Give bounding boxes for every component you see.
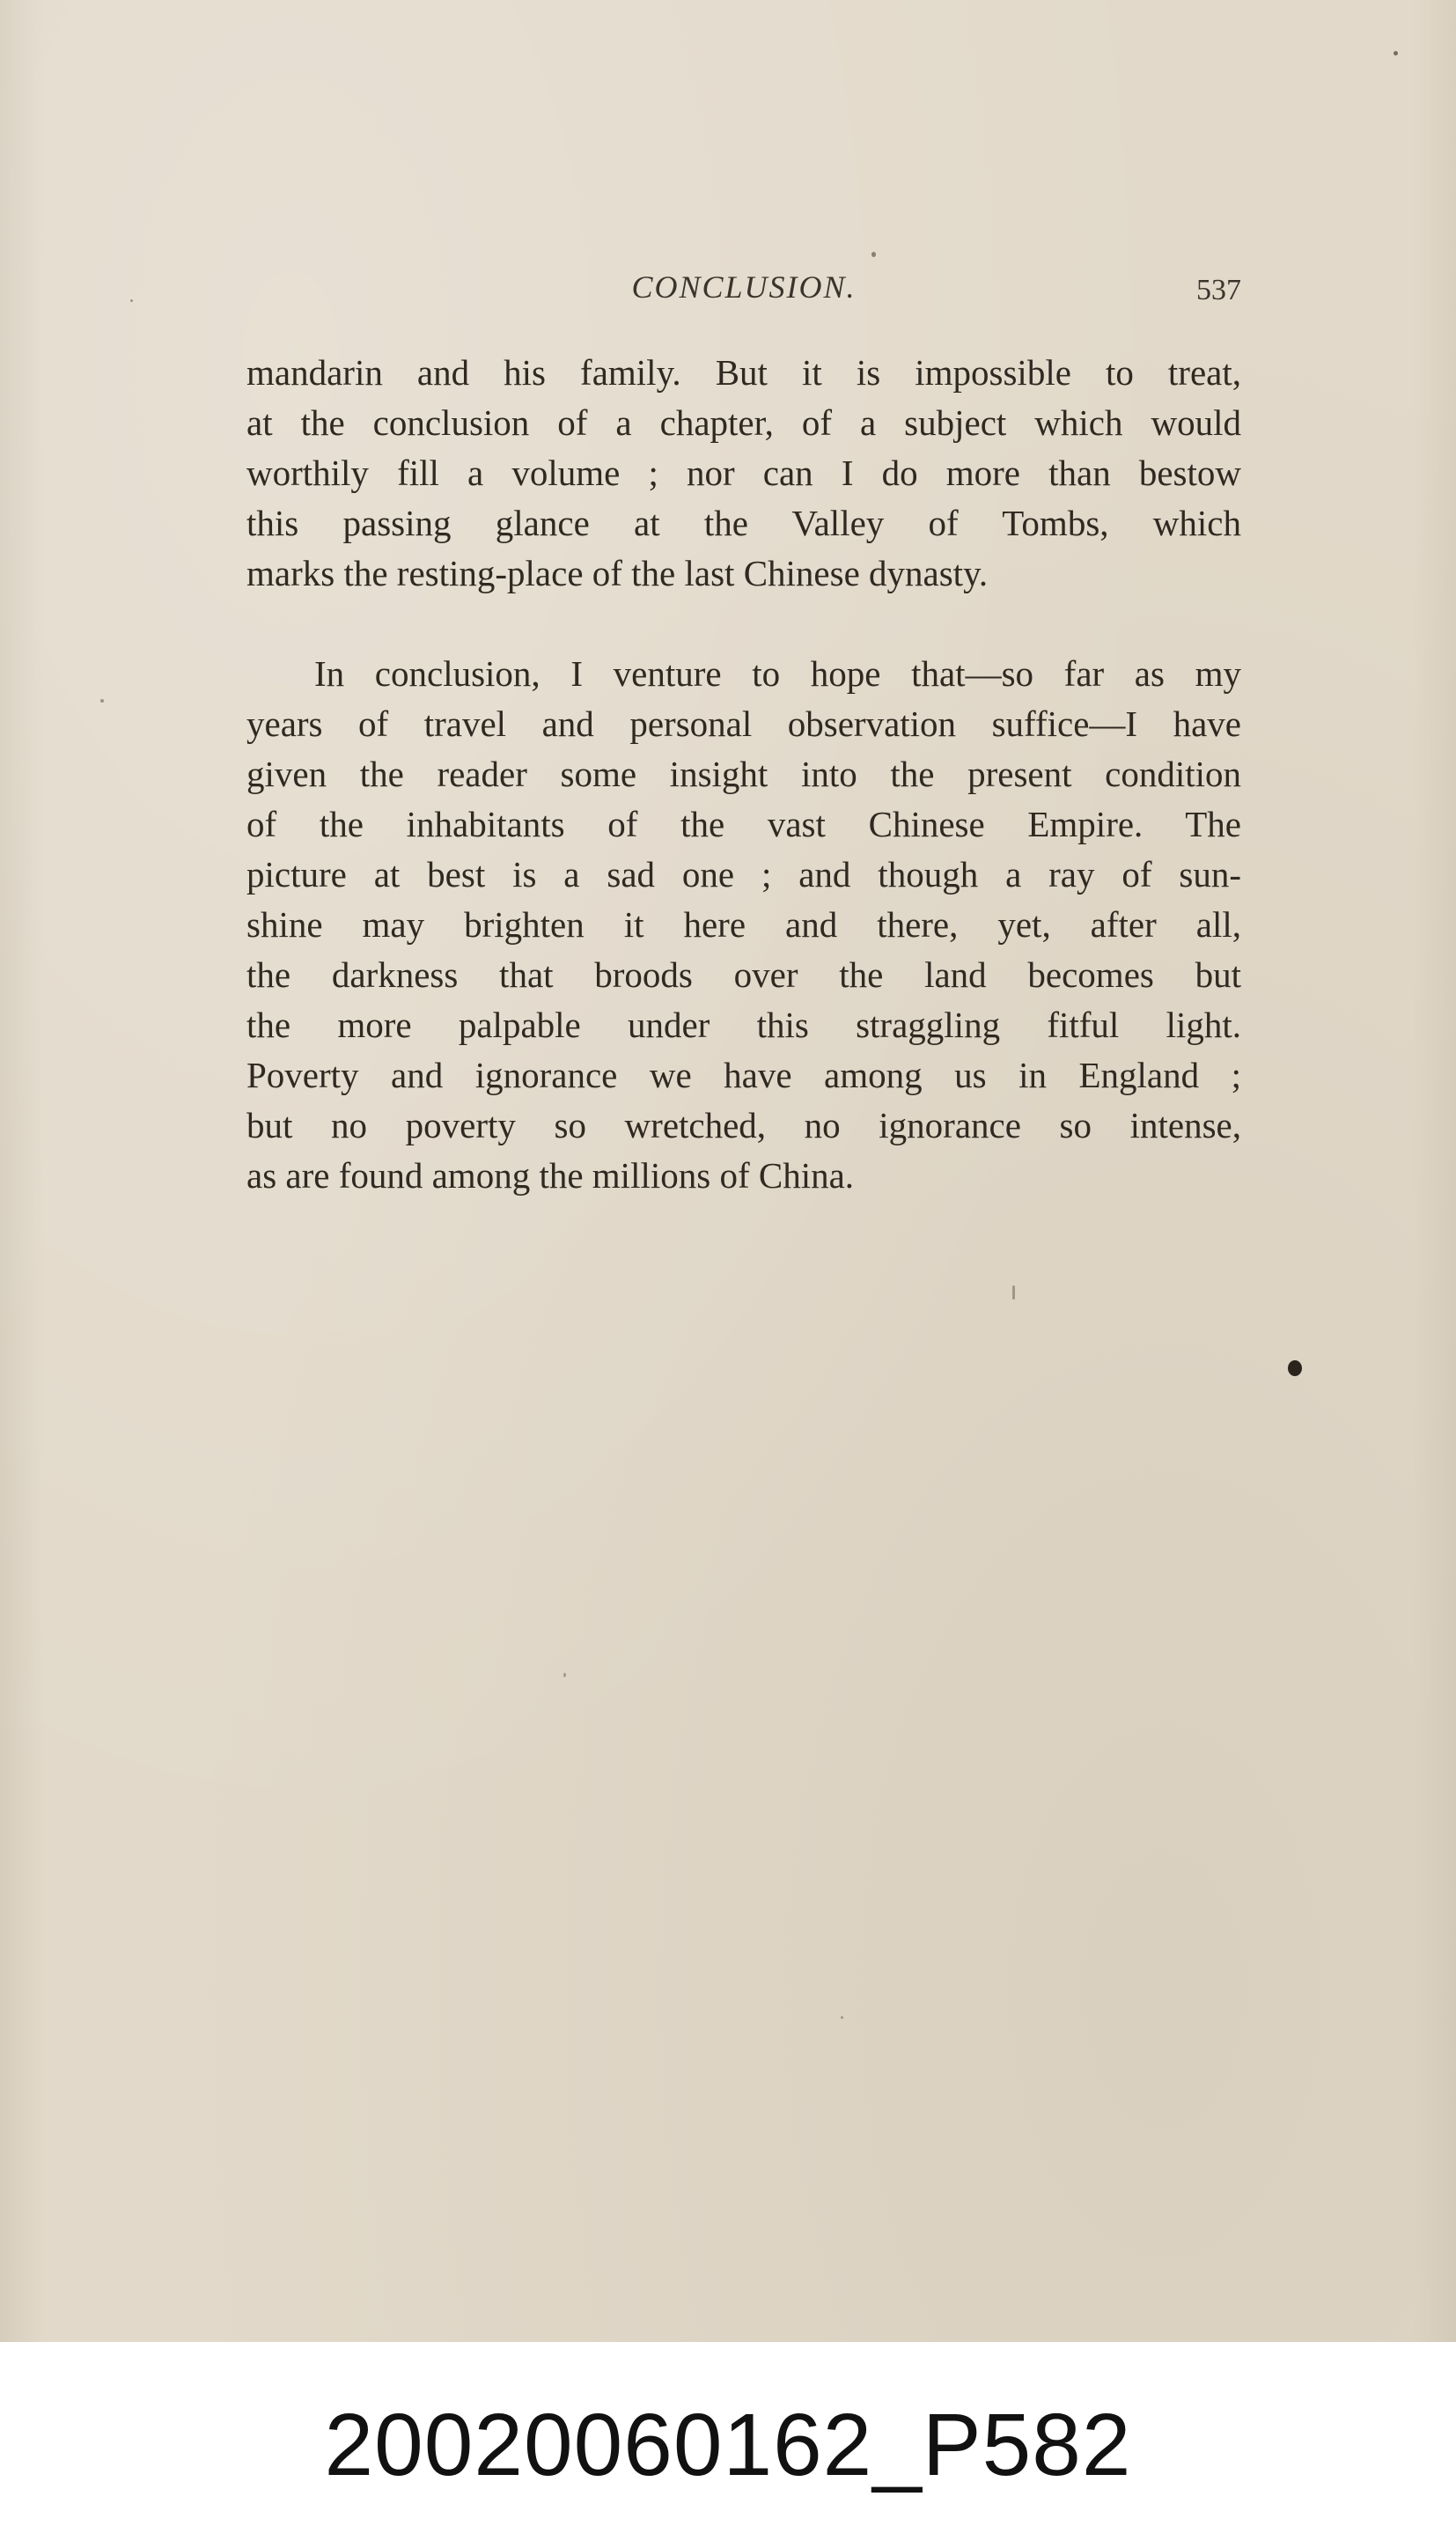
paragraph-2 [246,649,1241,1201]
ink-speck [841,2016,843,2019]
text-line: this passing glance at the Valley of Tombs, which [246,503,1241,543]
text-line: at the conclusion of a chapter, of a subject which would [246,402,1241,443]
running-title: CONCLUSION. [631,269,857,305]
text-line: In conclusion, I venture to hope that—so far as my [314,653,1241,694]
running-head [246,269,1241,321]
ink-speck [130,299,133,302]
ink-speck [563,1673,566,1677]
ink-speck [100,699,104,703]
paragraph-1 [246,348,1241,599]
text-line: the more palpable under this straggling fitful light. [246,1005,1241,1045]
text-line: mandarin and his family. But it is impossible to treat, [246,352,1241,393]
ink-speck [1393,51,1398,55]
ink-speck [871,252,876,257]
page-number: 537 [1196,274,1241,306]
text-line: Poverty and ignorance we have among us in England ; [246,1055,1241,1095]
text-line: marks the resting-place of the last Chinese dynasty. [246,553,989,593]
text-line: shine may brighten it here and there, yet, after all, [246,904,1241,945]
text-line: given the reader some insight into the present condition [246,754,1241,794]
body-text [246,348,1241,1201]
text-line: worthily fill a volume ; nor can I do more than bestow [246,453,1241,493]
text-line: years of travel and personal observation suffice—I have [246,703,1241,744]
text-line: but no poverty so wretched, no ignorance so intense, [246,1105,1241,1145]
image-caption: 20020060162_P582 [0,2342,1456,2548]
text-line: of the inhabitants of the vast Chinese Empire. The [246,804,1241,844]
text-line: picture at best is a sad one ; and though a ray of sun- [246,854,1241,895]
text-line: the darkness that broods over the land becomes but [246,954,1241,995]
text-line: as are found among the millions of China. [246,1155,855,1196]
ink-speck [1288,1360,1302,1376]
ink-speck [1012,1285,1015,1300]
